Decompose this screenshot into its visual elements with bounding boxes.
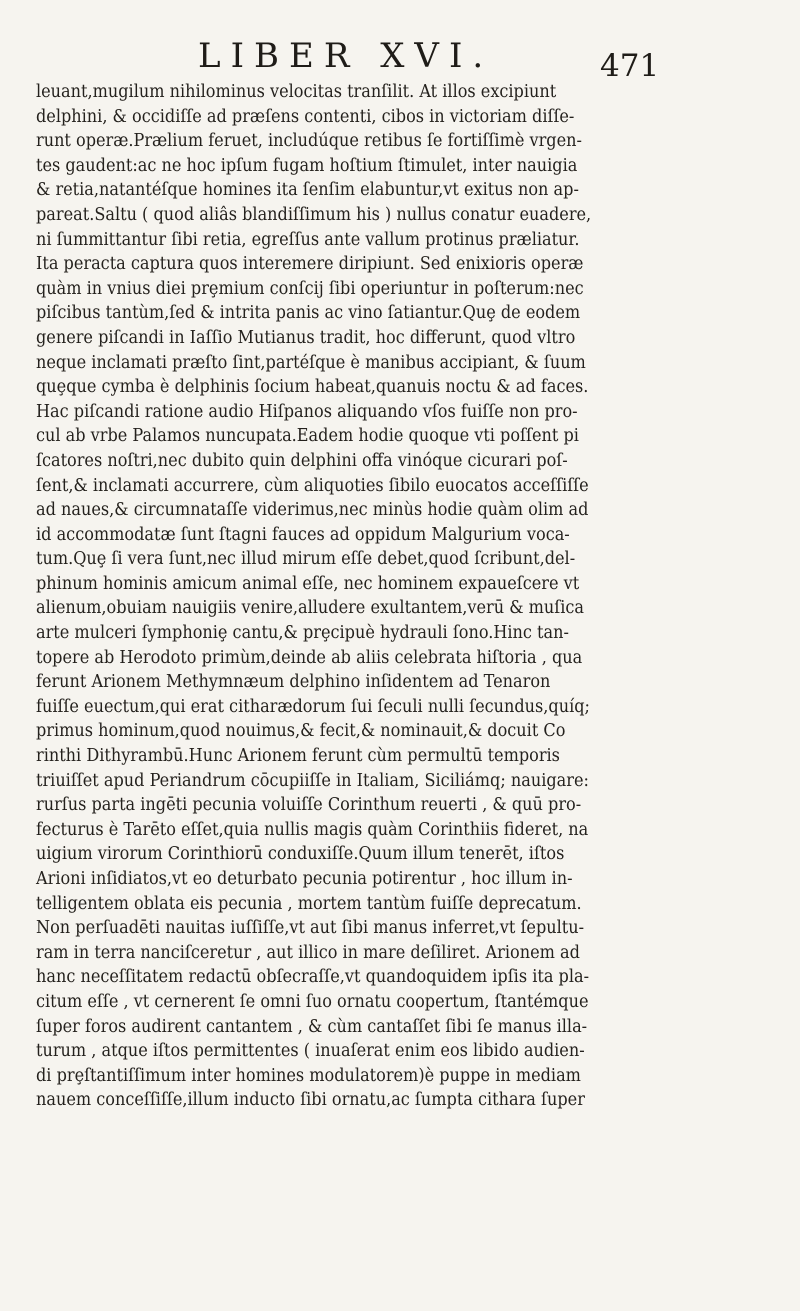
text-line: runt operæ.Prælium feruet, includúque retibus ſe fortiſſimè vrgen- <box>36 131 582 152</box>
book-title: LIBER XVI. <box>198 36 494 76</box>
text-line: ferunt Arionem Methymnæum delphino inſidentem ad Tenaron <box>36 672 551 693</box>
text-line: pareat.Saltu ( quod aliâs blandiſſimum his ) nullus conatur euadere, <box>36 204 592 225</box>
text-line: telligentem oblata eis pecunia , mortem tantùm fuiſſe deprecatum. <box>36 893 582 914</box>
text-line: id accommodatæ ſunt ſtagni fauces ad oppidum Malgurium voca- <box>36 524 570 545</box>
text-line: ſcatores noſtri,nec dubito quin delphini offa vinóque cicurari poſ- <box>36 450 568 471</box>
text-line: triuiſſet apud Periandrum cōcupiiſſe in Italiam, Siciliámq; nauigare: <box>36 770 589 791</box>
page-number: 471 <box>600 48 660 84</box>
text-line: quàm in vnius diei prȩmium conſcij ſibi operiuntur in poſterum:nec <box>36 278 584 299</box>
text-line: topere ab Herodoto primùm,deinde ab aliis celebrata hiſtoria , qua <box>36 647 583 668</box>
text-line: rurſus parta ingēti pecunia voluiſſe Corinthum reuerti , & quū pro- <box>36 795 582 816</box>
text-line: genere piſcandi in Iaſſio Mutianus tradit, hoc differunt, quod vltro <box>36 327 576 348</box>
text-line: arte mulceri ſymphoniȩ cantu,& prȩcipuè hydrauli ſono.Hinc tan- <box>36 623 569 644</box>
text-line: & retia,natantéſque homines ita ſenſim elabuntur,vt exitus non ap- <box>36 180 579 201</box>
text-line: ni ſummittantur ſibi retia, egreſſus ante vallum protinus præliatur. <box>36 229 580 250</box>
text-line: nauem conceſſiſſe,illum inducto ſibi ornatu,ac ſumpta cithara ſuper <box>36 1090 585 1111</box>
text-line: ad naues,& circumnataſſe viderimus,nec minùs hodie quàm olim ad <box>36 500 589 521</box>
text-line: cul ab vrbe Palamos nuncupata.Eadem hodie quoque vti poſſent pi <box>36 426 579 447</box>
text-line: alienum,obuiam nauigiis venire,alludere exultantem,verū & muſica <box>36 598 585 619</box>
text-line: uigium virorum Corinthiorū conduxiſſe.Quum illum tenerēt, iſtos <box>36 844 565 865</box>
text-line: Ita peracta captura quos interemere diripiunt. Sed enixioris operæ <box>36 254 584 275</box>
text-line: primus hominum,quod nouimus,& fecit,& nominauit,& docuit Co <box>36 721 566 742</box>
text-line: turum , atque iſtos permittentes ( inuaſerat enim eos libido audien- <box>36 1041 585 1062</box>
text-line: tum.Quȩ ſi vera ſunt,nec illud mirum eſſe debet,quod ſcribunt,del- <box>36 549 576 570</box>
running-head <box>0 36 800 84</box>
text-line: Arioni inſidiatos,vt eo deturbato pecunia potirentur , hoc illum in- <box>36 869 573 889</box>
text-line: piſcibus tantùm,ſed & intrita panis ac vino ſatiantur.Quȩ de eodem <box>36 303 581 324</box>
text-line: ram in terra nanciſceretur , aut illico in mare deſiliret. Arionem ad <box>36 942 580 963</box>
text-line: hanc neceſſitatem redactū obſecraſſe,vt quandoquidem ipſis ita pla- <box>36 967 590 988</box>
text-line: di prȩſtantiſſimum inter homines modulatorem)è puppe in mediam <box>36 1065 581 1086</box>
text-line: fecturus è Tarēto eſſet,quia nullis magis quàm Corinthiis fideret, na <box>36 819 589 840</box>
text-line: quȩque cymba è delphinis ſocium habeat,quanuis noctu & ad faces. <box>36 377 589 398</box>
text-line: neque inclamati præſto ſint,partéſque è manibus accipiant, & ſuum <box>36 352 586 373</box>
text-line: tes gaudent:ac ne hoc ipſum fugam hoſtium ſtimulet, inter nauigia <box>36 155 578 176</box>
text-line: leuant,mugilum nihilominus velocitas tranſilit. At illos excipiunt <box>36 82 557 102</box>
text-line: phinum hominis amicum animal eſſe, nec hominem expaueſcere vt <box>36 573 580 594</box>
text-body <box>36 80 656 1113</box>
text-line: Non perſuadēti nauitas iuſſiſſe,vt aut ſibi manus inferret,vt ſepultu- <box>36 918 585 939</box>
text-line: ſent,& inclamati accurrere, cùm aliquoties ſibilo euocatos acceſſiſſe <box>36 475 589 496</box>
text-line: Hac piſcandi ratione audio Hiſpanos aliquando vſos fuiſſe non pro- <box>36 401 578 422</box>
text-line: rinthi Dithyrambū.Hunc Arionem ferunt cùm permultū temporis <box>36 746 560 767</box>
text-line: delphini, & occidiſſe ad præſens contenti, cibos in victoriam diſſe- <box>36 106 575 127</box>
text-line: ſuper foros audirent cantantem , & cùm cantaſſet ſibi ſe manus illa- <box>36 1016 588 1037</box>
text-line: fuiſſe euectum,qui erat citharædorum ſui ſeculi nulli ſecundus,quíq; <box>36 696 590 717</box>
text-line: citum eſſe , vt cernerent ſe omni ſuo ornatu coopertum, ſtantémque <box>36 991 589 1012</box>
